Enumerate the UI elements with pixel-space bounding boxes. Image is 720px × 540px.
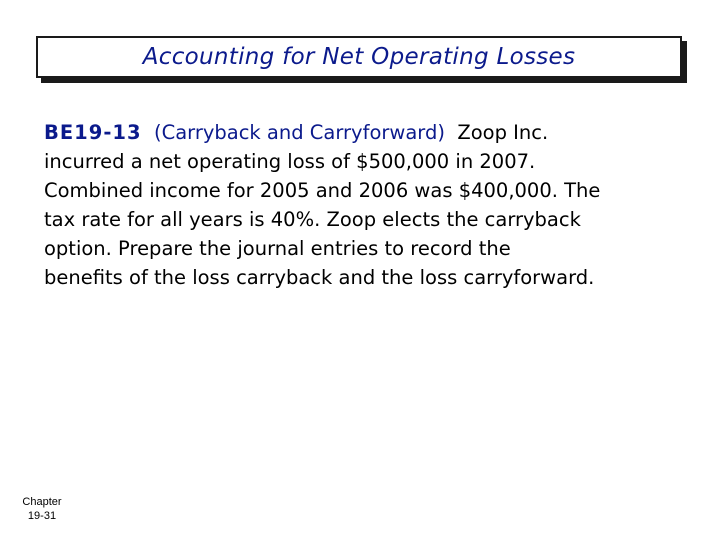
exercise-text-line: Combined income for 2005 and 2006 was $400,000. The bbox=[44, 179, 601, 202]
exercise-subtitle: (Carryback and Carryforward) bbox=[153, 121, 445, 144]
exercise-text-line: option. Prepare the journal entries to record the bbox=[44, 237, 511, 260]
chapter-footer bbox=[12, 495, 72, 523]
page-reference: 19-31 bbox=[27, 510, 57, 522]
chapter-label: Chapter bbox=[22, 496, 62, 508]
exercise-text-line: benefits of the loss carryback and the loss carryforward. bbox=[44, 266, 595, 289]
exercise-line-1 bbox=[44, 118, 704, 147]
exercise-text-line: incurred a net operating loss of $500,000 in 2007. bbox=[44, 150, 536, 173]
title-bar bbox=[36, 36, 682, 78]
slide-title: Accounting for Net Operating Losses bbox=[142, 44, 576, 70]
exercise-text-line: tax rate for all years is 40%. Zoop elects the carryback bbox=[44, 208, 581, 231]
exercise-text-line: Zoop Inc. bbox=[457, 121, 549, 144]
exercise-text bbox=[44, 118, 704, 292]
exercise-reference: BE19-13 bbox=[44, 121, 142, 144]
